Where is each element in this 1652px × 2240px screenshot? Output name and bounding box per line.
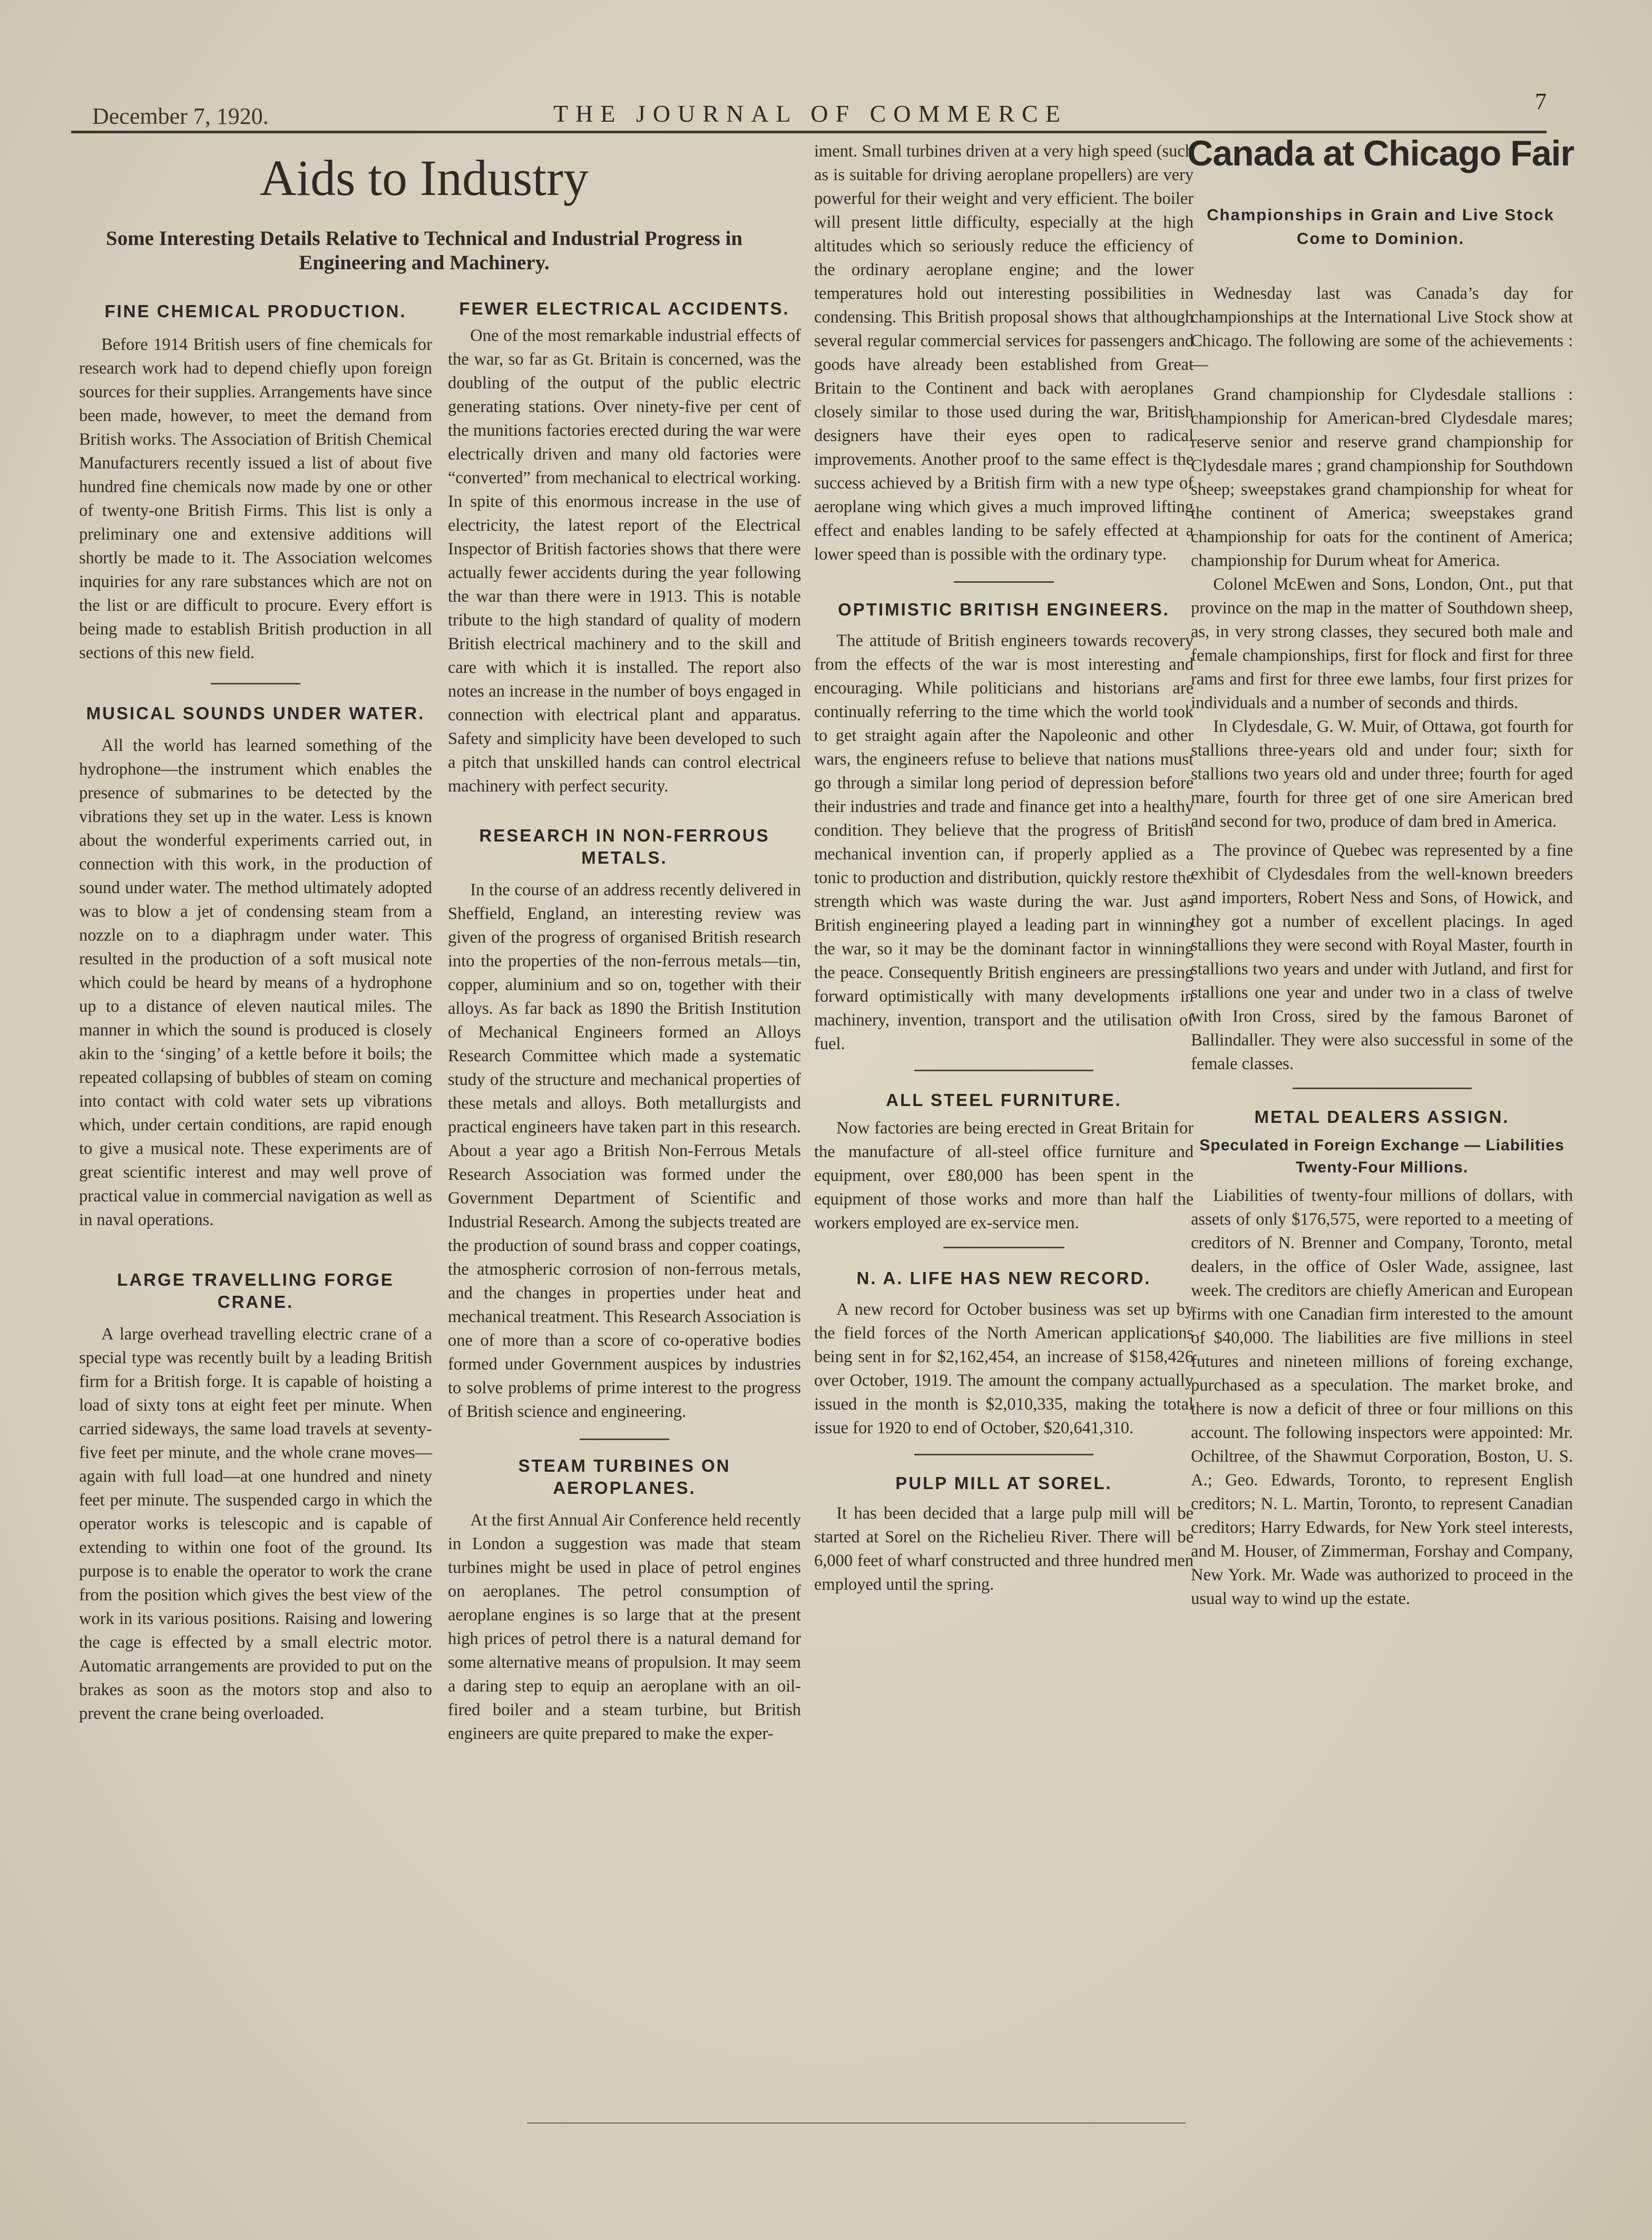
- heading-metal-dealers: METAL DEALERS ASSIGN.: [1254, 1107, 1510, 1127]
- column-1: [79, 300, 432, 1726]
- heading-na-life: N. A. LIFE HAS NEW RECORD.: [856, 1268, 1151, 1288]
- canada-paragraph: Colonel McEwen and Sons, London, Ont., put that province on the map in the matter of Southdown sheep, as, in very strong classes, they secured both male and female championships, first for flock and first for three rams and first for three ewe lambs, four first prizes for individuals and a number of seconds and thirds.: [1191, 575, 1573, 712]
- divider: [943, 1247, 1064, 1248]
- heading-steel-furniture: ALL STEEL FURNITURE.: [886, 1090, 1122, 1110]
- canada-subtitle: Championships in Grain and Live Stock Come to Dominion.: [1207, 206, 1555, 248]
- divider: [211, 683, 300, 684]
- article-non-ferrous: In the course of an address recently delivered in Sheffield, England, an interesting review was given of the progress of organised British research into the properties of the non-ferrous metals—tin, copper, aluminium and so on, together with their alloys. As far back as 1890 the British Institution of Mechanical Engineers formed an Alloys Research Committee which made a systematic study of the structure and mechanical properties of these metals and alloys. Both metallurgists and practical engineers have taken part in this research. About a year ago a British Non-Ferrous Metals Research Association was formed under the Government Department of Scientific and Industrial Research. Among the subjects treated are the production of sound brass and copper coatings, the atmospheric corrosion of non-ferrous metals, and the changes in properties under heat and mechanical treatment. This Research Association is one of more than a score of co-operative bodies formed under Government auspices by industries to solve problems of prime interest to the progress of British science and engineering.: [448, 881, 801, 1421]
- article-musical-sounds: All the world has learned something of the hydrophone—the instrument which enables the presence of submarines to be detected by the vibrations they set up in the water. Less is known about the wonderful experiments carried out, in connection with this work, in the production of sound under water. The method ultimately adopted was to blow a jet of condensing steam from a nozzle on to a diaphragm under water. This resulted in the production of a soft musical note which could be heard by means of a hydrophone up to a distance of eleven nautical miles. The manner in which the sound is produced is closely akin to the ‘singing’ of a kettle before it boils; the repeated collapsing of bubbles of steam on coming into contact with cold water sets up vibrations which, under certain conditions, are rapid enough to give a musical note. These experiments are of great scientific interest and may well prove of practical value in commercial navigation as well as in naval operations.: [79, 736, 432, 1229]
- article-na-life: A new record for October business was set up by the field forces of the North American applications being sent in for $2,162,454, an increase of $158,426 over October, 1919. The amount the company actually issued in the month is $2,010,335, making the total issue for 1920 to end of October, $20,641,310.: [814, 1300, 1194, 1437]
- column-3: [814, 140, 1194, 1597]
- column-2: [448, 298, 801, 1746]
- heading-electrical-accidents: FEWER ELECTRICAL ACCIDENTS.: [459, 299, 790, 318]
- canada-paragraph: In Clydesdale, G. W. Muir, of Ottawa, got fourth for stallions three-years old and under four; sixth for stallions two years old and under three; fourth for aged mare, fourth for three get of one sire American bred and second for two, produce of dam bred in America.: [1191, 717, 1573, 831]
- article-forge-crane: A large overhead travelling electric crane of a special type was recently built by a leading British firm for a British forge. It is capable of hoisting a load of sixty tons at eight feet per minute. When carried sideways, the same load travels at seventy-five feet per minute, and the whole crane moves—again with full load—at one hundred and ninety feet per minute. The suspended cargo in which the operator works is telescopic and is capable of extending to within one foot of the ground. Its purpose is to enable the operator to work the crane from the position which gives the best view of the work in its various positions. Raising and lowering the cage is effected by a small electric motor. Automatic arrangements are provided to put on the brakes as soon as the motors stop and also to prevent the crane being overloaded.: [79, 1325, 432, 1723]
- issue-date: December 7, 1920.: [92, 103, 269, 129]
- divider: [580, 1439, 669, 1440]
- column-4: [1191, 282, 1573, 1611]
- heading-musical-sounds: MUSICAL SOUNDS UNDER WATER.: [86, 703, 425, 723]
- divider: [914, 1454, 1093, 1455]
- heading-fine-chemical: FINE CHEMICAL PRODUCTION.: [104, 301, 407, 321]
- heading-non-ferrous: RESEARCH IN NON-FERROUS METALS.: [479, 826, 770, 867]
- page-number: 7: [1535, 89, 1547, 114]
- canada-paragraph: Wednesday last was Canada’s day for championships at the International Live Stock show at Chicago. The following are some of the achievements :—: [1191, 284, 1573, 374]
- divider: [914, 1070, 1093, 1071]
- heading-steam-turbines: STEAM TURBINES ON AEROPLANES.: [518, 1456, 731, 1498]
- article-steel-furniture: Now factories are being erected in Great Britain for the manufacture of all-steel office furniture and equipment, over £80,000 has been spent in the equipment of those works and more than half the workers employed are ex-service men.: [814, 1119, 1194, 1233]
- journal-title: THE JOURNAL OF COMMERCE: [553, 100, 1068, 127]
- article-steam-turbines-continued: iment. Small turbines driven at a very high speed (such as is suitable for driving aeroplane propellers) are very powerful for their weight and very efficient. The boiler will present little difficulty, especially at the high altitudes which so seriously reduce the efficiency of the ordinary aeroplane engine; and the lower temperatures hold out interesting possibilities in condensing. This British proposal shows that although several regular commercial services for passengers and goods have already been established from Great Britain to the Continent and back with aeroplanes closely similar to those used during the war, British designers have their eyes open to radical improvements. Another proof to the same effect is the success achieved by a British firm with a new type of aeroplane wing which gives a much improved lifting effect and enables landing to be safely effected at a lower speed than is possible with the ordinary type.: [814, 142, 1194, 564]
- article-fine-chemical: Before 1914 British users of fine chemicals for research work had to depend chiefly upon foreign sources for their supplies. Arrangements have since been made, however, to meet the demand from British works. The Association of British Chemical Manufacturers recently issued a list of about five hundred fine chemicals now made by one or other of twenty-one British Firms. This list is only a preliminary one and extensive additions will shortly be made to it. The Association welcomes inquiries for any rare substances which are not on the list or are difficult to procure. Every effort is being made to establish British production in all sections of this new field.: [79, 335, 432, 662]
- divider: [1293, 1088, 1472, 1089]
- article-pulp-mill: It has been decided that a large pulp mill will be started at Sorel on the Richelieu River. There will be 6,000 feet of wharf constructed and three hundred men employed until the spring.: [814, 1504, 1194, 1594]
- heading-pulp-mill: PULP MILL AT SOREL.: [895, 1473, 1112, 1493]
- canada-paragraph: The province of Quebec was represented by a fine exhibit of Clydesdales from the well-known breeders and importers, Robert Ness and Sons, of Howick, and they got a number of excellent placings. In aged stallions they were second with Royal Master, fourth in stallions two years and under with Jutland, and first for stallions one year and under two in a class of twelve with Iron Cross, sired by the famous Baronet of Ballindaller. They were also successful in some of the female classes.: [1191, 841, 1573, 1073]
- article-optimistic: The attitude of British engineers towards recovery from the effects of the war is most interesting and encouraging. While politicians and historians are continually referring to the time which the world took to get straight again after the Napoleonic and other wars, the engineers refuse to believe that nations must go through a similar long period of depression before their industries and trade and finance get into a healthy condition. They believe that the progress of British mechanical invention can, if properly applied as a tonic to production and distribution, quickly restore the strength which was waste during the war. Just as British engineering played a leading part in winning the war, so it may be the dominant factor in winning the peace. Consequently British engineers are pressing forward optimistically with many developments in machinery, invention, transport and the utilisation of fuel.: [814, 631, 1194, 1053]
- feature-title: Aids to Industry: [260, 150, 589, 206]
- canada-paragraph: Grand championship for Clydesdale stallions : championship for American-bred Clydesdale mares; reserve senior and reserve grand championship for Clydesdale mares ; grand championship for Southdown sheep; sweepstakes grand championship for wheat for the continent of America; sweepstakes grand championship for oats for the continent of America; championship for Durum wheat for America.: [1191, 385, 1573, 570]
- article-steam-turbines: At the first Annual Air Conference held recently in London a suggestion was made that steam turbines might be used in place of petrol engines on aeroplanes. The petrol consumption of aeroplane engines is so large that at the present high prices of petrol there is a natural demand for some alternative means of propulsion. It may seem a daring step to equip an aeroplane with an oil-fired boiler and a steam turbine, but British engineers are quite prepared to make the exper-: [448, 1511, 801, 1743]
- canada-title: Canada at Chicago Fair: [1187, 133, 1574, 173]
- article-metal-dealers: Liabilities of twenty-four millions of dollars, with assets of only $176,575, were reported to a meeting of creditors of N. Brenner and Company, Toronto, metal dealers, in the office of Osler Wade, assignee, last week. The creditors are chiefly American and European firms with one Canadian firm interested to the amount of $40,000. The liabilities are five millions in steel futures and nineteen millions of foreing exchange, purchased as a speculation. The market broke, and there is now a deficit of three or four millions on this account. The following inspectors were appointed: Mr. Ochiltree, of the Shawmut Corporation, Boston, U. S. A.; Geo. Edwards, Toronto, to represent English creditors; N. L. Martin, Toronto, to represent Canadian creditors; Harry Edwards, for New York steel interests, and M. Houser, of Zimmerman, Forshay and Company, New York. Mr. Wade was authorized to proceed in the usual way to wind up the estate.: [1191, 1186, 1573, 1608]
- subheading-metal-dealers: Speculated in Foreign Exchange — Liabilities Twenty-Four Millions.: [1199, 1137, 1565, 1176]
- bottom-rule: [527, 2122, 1186, 2124]
- heading-forge-crane: LARGE TRAVELLING FORGE CRANE.: [117, 1270, 394, 1312]
- article-electrical-accidents: One of the most remarkable industrial effects of the war, so far as Gt. Britain is concerned, was the doubling of the output of the public electric generating stations. Over ninety-five per cent of the munitions factories erected during the war were electrically driven and many old factories were “converted” from mechanical to electrical working. In spite of this enormous increase in the use of electricity, the latest report of the Electrical Inspector of British factories shows that there were actually fewer accidents during the year following the war than there were in 1913. This is notable tribute to the high standard of quality of modern British electrical machinery and to the skill and care with which it is installed. The report also notes an increase in the number of boys engaged in connection with electrical plant and apparatus. Safety and simplicity have been developed to such a pitch that unskilled hands can control electrical machinery with perfect security.: [448, 326, 801, 796]
- heading-optimistic: OPTIMISTIC BRITISH ENGINEERS.: [838, 600, 1170, 619]
- feature-subtitle: Some Interesting Details Relative to Technical and Industrial Progress in Engineering and Machinery.: [106, 227, 742, 274]
- divider: [954, 581, 1054, 583]
